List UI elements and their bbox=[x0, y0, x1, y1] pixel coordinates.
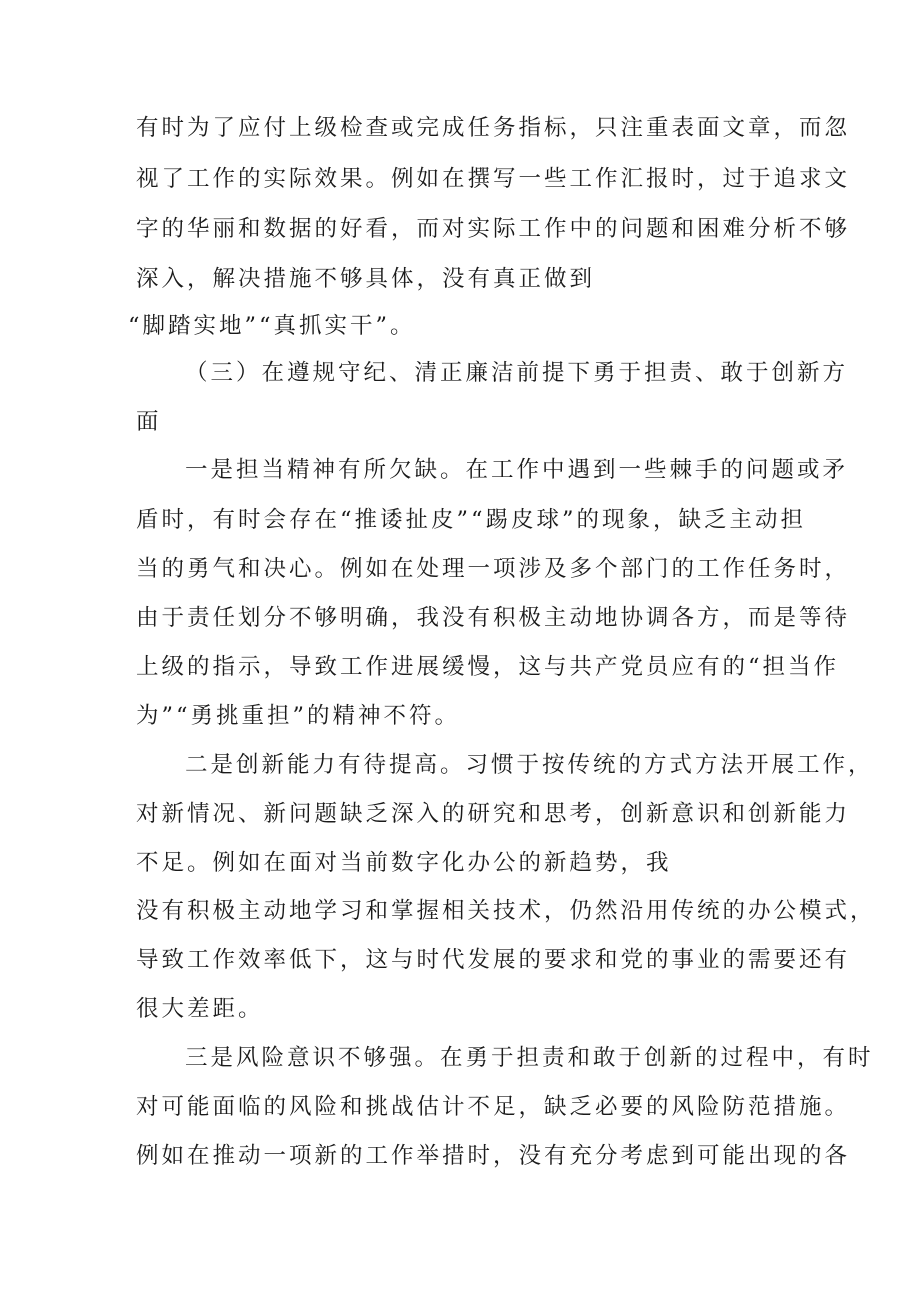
text-line: 不足。例如在面对当前数字化办公的新趋势，我 bbox=[136, 850, 672, 876]
text-line: 二是创新能力有待提高。习惯于按传统的方式方法开展工作， bbox=[185, 752, 874, 778]
text-line: 一是担当精神有所欠缺。在工作中遇到一些棘手的问题或矛 bbox=[185, 457, 849, 483]
text-line: 当的勇气和决心。例如在处理一项涉及多个部门的工作任务时， bbox=[136, 556, 851, 582]
text-line: 深入，解决措施不够具体，没有真正做到 bbox=[136, 266, 596, 292]
text-line: 例如在推动一项新的工作举措时，没有充分考虑到可能出现的各 bbox=[136, 1143, 851, 1169]
section-heading: （三）在遵规守纪、清正廉洁前提下勇于担责、敢于创新方 bbox=[185, 360, 849, 386]
text-line: 对新情况、新问题缺乏深入的研究和思考，创新意识和创新能力 bbox=[136, 801, 851, 827]
text-line: 有时为了应付上级检查或完成任务指标，只注重表面文章，而忽 bbox=[136, 115, 851, 141]
text-line: 没有积极主动地学习和掌握相关技术，仍然沿用传统的办公模式， bbox=[136, 898, 876, 924]
text-line: 盾时，有时会存在“推诿扯皮”“踢皮球”的现象，缺乏主动担 bbox=[136, 507, 807, 533]
text-line: 由于责任划分不够明确，我没有积极主动地协调各方，而是等待 bbox=[136, 605, 851, 631]
text-line: “脚踏实地”“真抓实干”。 bbox=[128, 313, 416, 339]
text-line: 字的华丽和数据的好看，而对实际工作中的问题和困难分析不够 bbox=[136, 216, 851, 242]
text-line: 导致工作效率低下，这与时代发展的要求和党的事业的需要还有 bbox=[136, 947, 851, 973]
text-line: 上级的指示，导致工作进展缓慢，这与共产党员应有的“担当作 bbox=[136, 654, 840, 680]
text-line: 对可能面临的风险和挑战估计不足，缺乏必要的风险防范措施。 bbox=[136, 1094, 851, 1120]
text-line: 三是风险意识不够强。在勇于担责和敢于创新的过程中，有时 bbox=[185, 1045, 874, 1071]
text-line: 为”“勇挑重担”的精神不符。 bbox=[136, 703, 461, 729]
text-line: 很大差距。 bbox=[136, 996, 264, 1022]
text-line: 视了工作的实际效果。例如在撰写一些工作汇报时，过于追求文 bbox=[136, 166, 851, 192]
section-heading: 面 bbox=[136, 409, 162, 435]
